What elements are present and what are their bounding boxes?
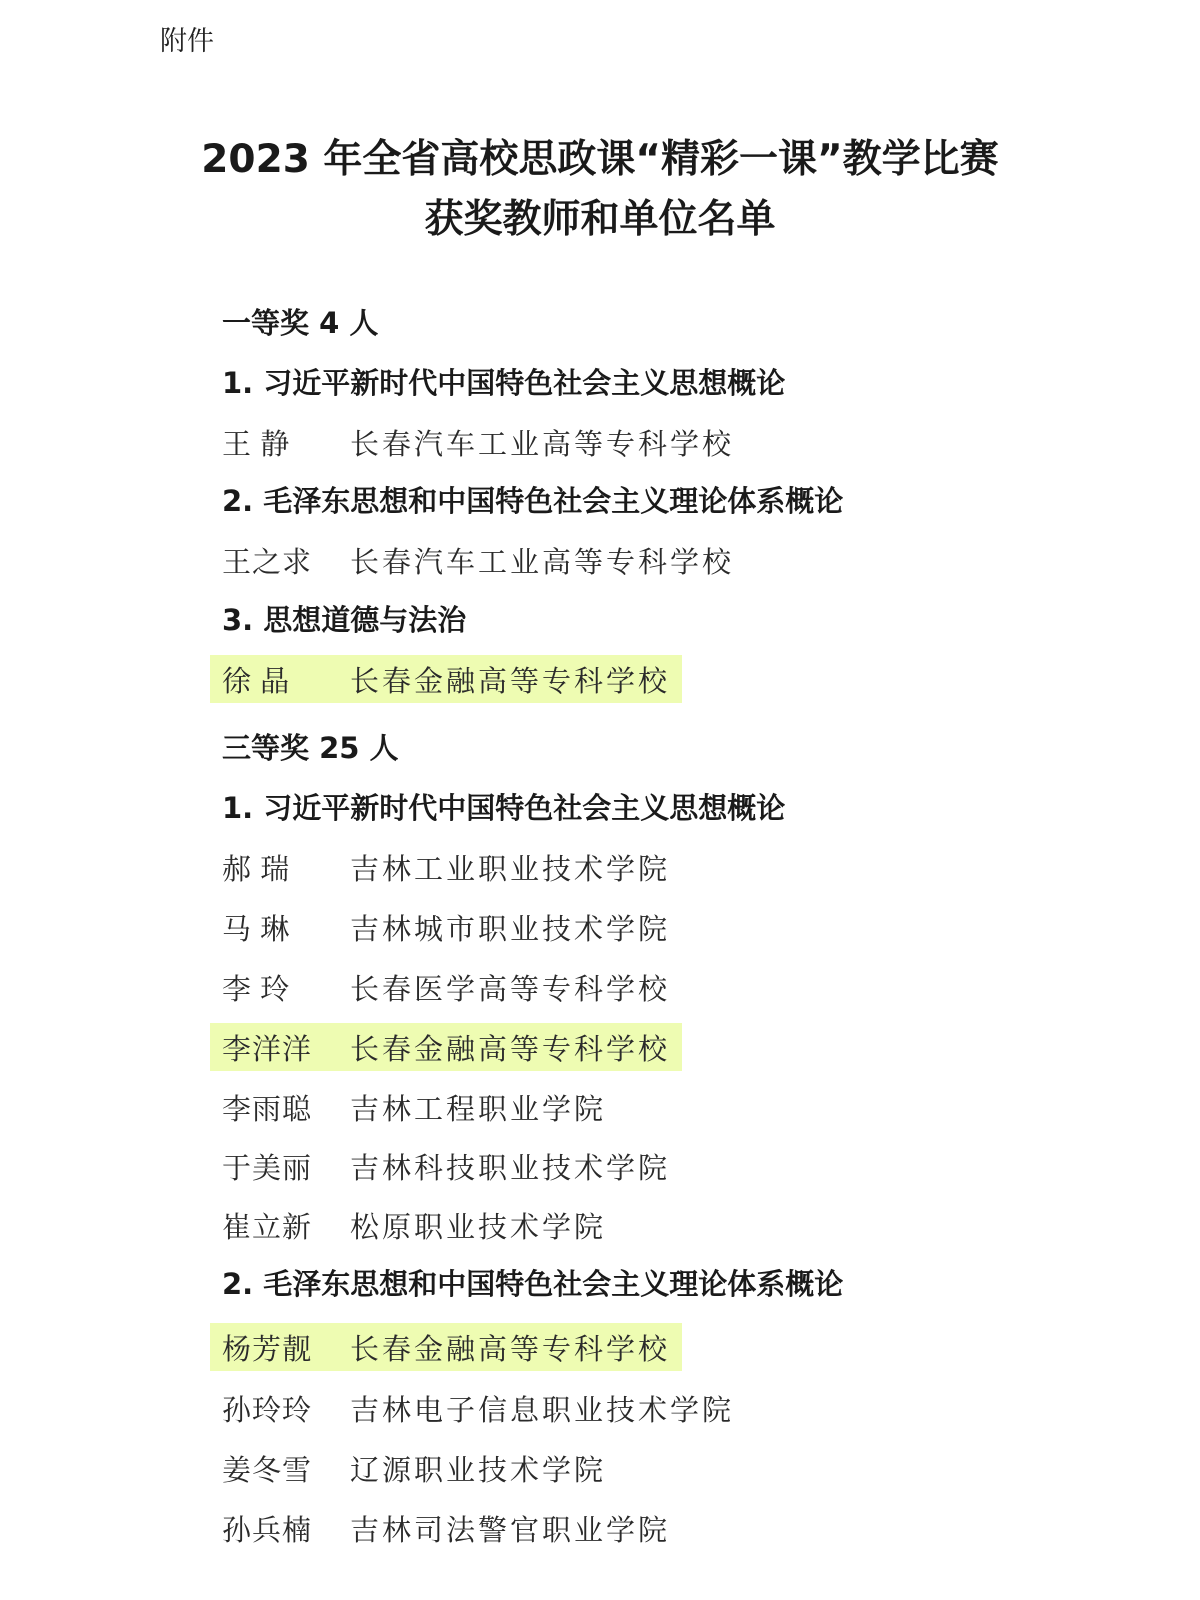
school-name: 长春金融高等专科学校 [350,1331,671,1366]
winner-entry [210,1444,618,1492]
category-heading: 2. 毛泽东思想和中国特色社会主义理论体系概论 [222,484,844,518]
teacher-name: 郝 瑞 [222,851,290,886]
winner-entry [210,1504,682,1552]
winner-entry [210,963,682,1011]
winner-entry [210,1201,618,1249]
document-title-line1: 2023 年全省高校思政课“精彩一课”教学比赛 [201,137,999,182]
teacher-name: 孙玲玲 [222,1392,313,1427]
teacher-name: 崔立新 [222,1209,313,1244]
teacher-name: 王 静 [222,426,290,461]
teacher-name: 李洋洋 [222,1031,313,1066]
school-name: 松原职业技术学院 [350,1209,607,1244]
award-third-label: 三等奖 25 人 [222,731,399,765]
winner-entry [210,1083,618,1131]
teacher-name: 李雨聪 [222,1091,313,1126]
teacher-name: 马 琳 [222,911,290,946]
winner-entry [210,903,682,951]
school-name: 长春汽车工业高等专科学校 [350,544,735,579]
school-name: 吉林科技职业技术学院 [350,1150,671,1185]
winner-entry [210,418,746,466]
school-name: 吉林工程职业学院 [350,1091,607,1126]
winner-entry [210,843,682,891]
teacher-name: 徐 晶 [222,663,290,698]
winner-entry-highlighted [210,1323,682,1371]
category-heading: 1. 习近平新时代中国特色社会主义思想概论 [222,366,786,400]
award-first-label: 一等奖 4 人 [222,306,379,340]
teacher-name: 姜冬雪 [222,1452,313,1487]
winner-entry-highlighted [210,1023,682,1071]
school-name: 长春金融高等专科学校 [350,663,671,698]
winner-entry [210,536,746,584]
document-title-line2: 获奖教师和单位名单 [424,197,776,242]
category-heading: 3. 思想道德与法治 [222,603,467,637]
school-name: 辽源职业技术学院 [350,1452,607,1487]
winner-entry [210,1142,682,1190]
teacher-name: 李 玲 [222,971,290,1006]
school-name: 吉林城市职业技术学院 [350,911,671,946]
school-name: 长春金融高等专科学校 [350,1031,671,1066]
attachment-label: 附件 [160,26,214,57]
category-heading: 1. 习近平新时代中国特色社会主义思想概论 [222,791,786,825]
category-heading: 2. 毛泽东思想和中国特色社会主义理论体系概论 [222,1267,844,1301]
teacher-name: 王之求 [222,544,313,579]
school-name: 吉林司法警官职业学院 [350,1512,671,1547]
winner-entry-highlighted [210,655,682,703]
teacher-name: 杨芳靓 [222,1331,313,1366]
winner-entry [210,1384,746,1432]
teacher-name: 孙兵楠 [222,1512,313,1547]
school-name: 长春汽车工业高等专科学校 [350,426,735,461]
school-name: 长春医学高等专科学校 [350,971,671,1006]
school-name: 吉林工业职业技术学院 [350,851,671,886]
teacher-name: 于美丽 [222,1150,313,1185]
school-name: 吉林电子信息职业技术学院 [350,1392,735,1427]
